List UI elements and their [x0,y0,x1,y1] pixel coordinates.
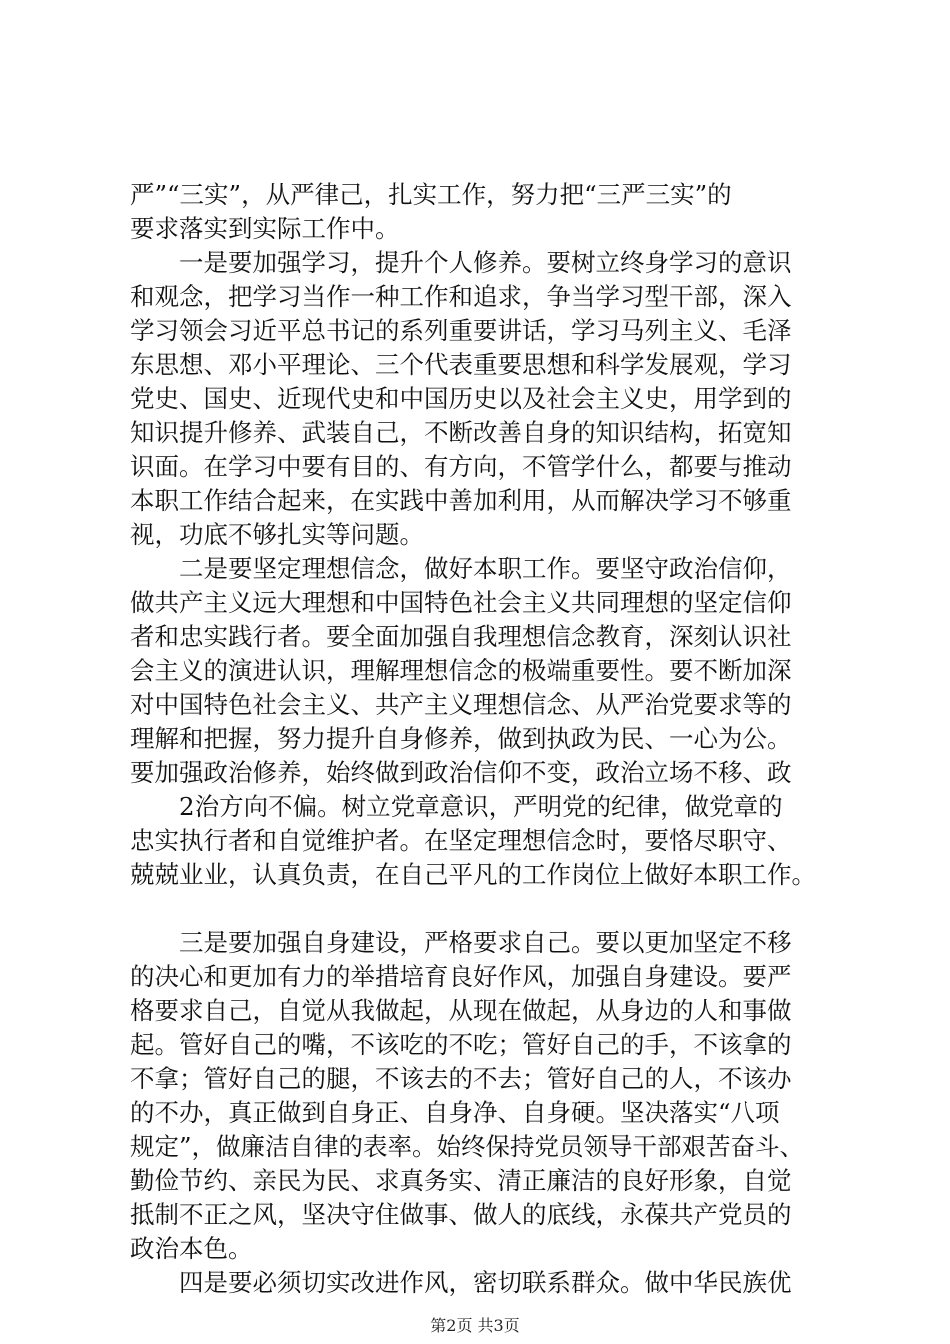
text-line: 本职工作结合起来，在实践中善加利用，从而解决学习不够重 [130,486,792,515]
text-line: 的决心和更加有力的举措培育良好作风，加强自身建设。要严 [130,962,792,991]
text-line: 知识提升修养、武装自己，不断改善自身的知识结构，拓宽知 [130,418,792,447]
text-line: 不拿；管好自己的腿，不该去的不去；管好自己的人，不该办 [130,1064,792,1093]
text-line: 2治方向不偏。树立党章意识，严明党的纪律，做党章的 [130,792,783,821]
text-line: 要求落实到实际工作中。 [130,214,400,243]
text-line: 的不办，真正做到自身正、自身净、自身硬。坚决落实“八项 [130,1098,780,1127]
text-line: 政治本色。 [130,1234,253,1263]
text-line: 做共产主义远大理想和中国特色社会主义共同理想的坚定信仰 [130,588,792,617]
text-line: 视，功底不够扎实等问题。 [130,520,424,549]
text-line: 抵制不正之风，坚决守住做事、做人的底线，永葆共产党员的 [130,1200,792,1229]
text-line: 规定”，做廉洁自律的表率。始终保持党员领导干部艰苦奋斗、 [130,1132,805,1161]
text-line: 理解和把握，努力提升自身修养，做到执政为民、一心为公。 [130,724,792,753]
text-line: 三是要加强自身建设，严格要求自己。要以更加坚定不移 [130,928,792,957]
text-line: 忠实执行者和自觉维护者。在坚定理想信念时，要恪尽职守、 [130,826,792,855]
text-line: 格要求自己，自觉从我做起，从现在做起，从身边的人和事做 [130,996,792,1025]
text-line: 严”“三实”，从严律己，扎实工作，努力把“三严三实”的 [130,180,732,209]
text-line: 会主义的演进认识，理解理想信念的极端重要性。要不断加深 [130,656,792,685]
text-line: 东思想、邓小平理论、三个代表重要思想和科学发展观，学习 [130,350,792,379]
text-line: 对中国特色社会主义、共产主义理想信念、从严治党要求等的 [130,690,792,719]
text-line: 党史、国史、近现代史和中国历史以及社会主义史，用学到的 [130,384,792,413]
text-line: 学习领会习近平总书记的系列重要讲话，学习马列主义、毛泽 [130,316,792,345]
text-line: 一是要加强学习，提升个人修养。要树立终身学习的意识 [130,248,792,277]
text-line: 者和忠实践行者。要全面加强自我理想信念教育，深刻认识社 [130,622,792,651]
text-line: 兢兢业业，认真负责，在自己平凡的工作岗位上做好本职工作。 [130,860,816,889]
text-line: 起。管好自己的嘴，不该吃的不吃；管好自己的手，不该拿的 [130,1030,792,1059]
text-line: 四是要必须切实改进作风，密切联系群众。做中华民族优 [130,1268,792,1297]
text-line: 要加强政治修养，始终做到政治信仰不变，政治立场不移、政 [130,758,792,787]
text-line: 勤俭节约、亲民为民、求真务实、清正廉洁的良好形象，自觉 [130,1166,792,1195]
page-number-footer: 第2页 共3页 [430,1316,520,1335]
text-line: 识面。在学习中要有目的、有方向，不管学什么，都要与推动 [130,452,792,481]
text-line: 和观念，把学习当作一种工作和追求，争当学习型干部，深入 [130,282,792,311]
text-line: 二是要坚定理想信念，做好本职工作。要坚守政治信仰， [130,554,792,583]
